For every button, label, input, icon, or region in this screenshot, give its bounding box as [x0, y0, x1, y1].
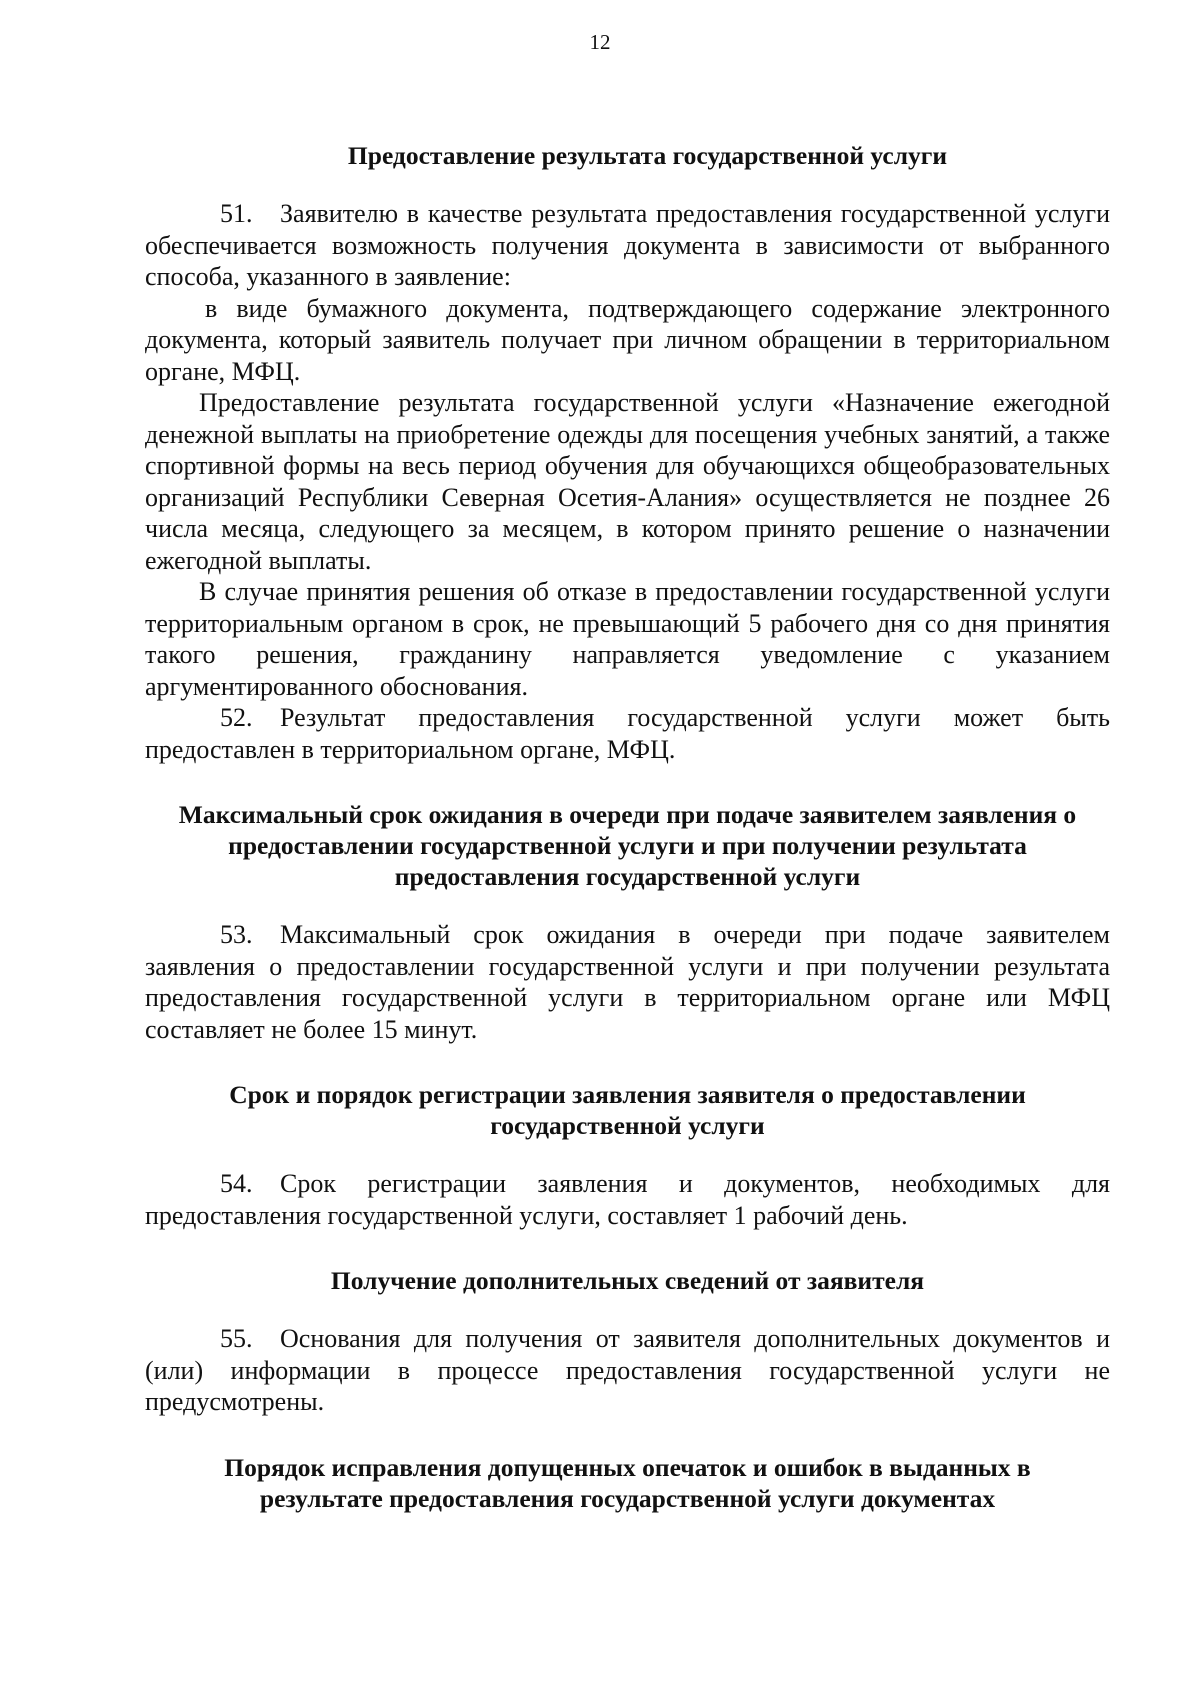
paragraph-number: 54.	[220, 1169, 253, 1198]
paragraph-text: В случае принятия решения об отказе в предоставлении государственной услуги территориальным органом в срок, не превышающий 5 рабочего дня со дня принятия такого решения, гражданину направляется уведомление с указанием аргументированного обоснования.	[145, 577, 1110, 701]
paragraph-text: Основания для получения от заявителя дополнительных документов и (или) информации в процессе предоставления государственной услуги не предусмотрены.	[145, 1324, 1110, 1416]
document-body	[145, 140, 1110, 1514]
numbered-paragraph	[145, 702, 1110, 765]
paragraph	[145, 293, 1110, 388]
page-number: 12	[589, 30, 611, 54]
section-heading: Срок и порядок регистрации заявления заявителя о предоставлении государственной услуги	[229, 1080, 1026, 1140]
paragraph-text: Заявителю в качестве результата предоставления государственной услуги обеспечивается возможность получения документа в зависимости от выбранного способа, указанного в заявление:	[145, 199, 1110, 291]
paragraph-number: 51.	[220, 199, 253, 228]
numbered-paragraph	[145, 919, 1110, 1045]
numbered-paragraph	[145, 1168, 1110, 1231]
paragraph-text: Предоставление результата государственной услуги «Назначение ежегодной денежной выплаты на приобретение одежды для посещения учебных занятий, а также спортивной формы на весь период обучения для обучающихся общеобразовательных организаций Республики Северная Осетия-Алания» осуществляется не позднее 26 числа месяца, следующего за месяцем, в котором принято решение о назначении ежегодной выплаты.	[145, 388, 1110, 575]
paragraph-text: Максимальный срок ожидания в очереди при подаче заявителем заявления о предоставлении государственной услуги и при получении результата предоставления государственной услуги в территориальном органе или МФЦ составляет не более 15 минут.	[145, 920, 1110, 1044]
section-heading: Порядок исправления допущенных опечаток и ошибок в выданных в результате предоставления государственной услуги документах	[224, 1452, 1031, 1513]
paragraph	[145, 387, 1110, 576]
paragraph-number: 53.	[220, 920, 253, 949]
section-heading: Получение дополнительных сведений от заявителя	[330, 1266, 925, 1295]
section-heading: Максимальный срок ожидания в очереди при подаче заявителем заявления о предоставлении государственной услуги и при получении результата предоставления государственной услуги	[178, 800, 1077, 891]
numbered-paragraph	[145, 198, 1110, 293]
paragraph-text: в виде бумажного документа, подтверждающего содержание электронного документа, который заявитель получает при личном обращении в территориальном органе, МФЦ.	[145, 293, 1110, 386]
paragraph-number: 55.	[220, 1324, 253, 1353]
section-heading: Предоставление результата государственной услуги	[347, 141, 948, 170]
paragraph-text: Результат предоставления государственной услуги может быть предоставлен в территориальном органе, МФЦ.	[145, 703, 1110, 764]
numbered-paragraph	[145, 1323, 1110, 1418]
paragraph-number: 52.	[220, 703, 253, 732]
paragraph-text: Срок регистрации заявления и документов, необходимых для предоставления государственной услуги, составляет 1 рабочий день.	[145, 1169, 1110, 1230]
paragraph	[145, 576, 1110, 702]
